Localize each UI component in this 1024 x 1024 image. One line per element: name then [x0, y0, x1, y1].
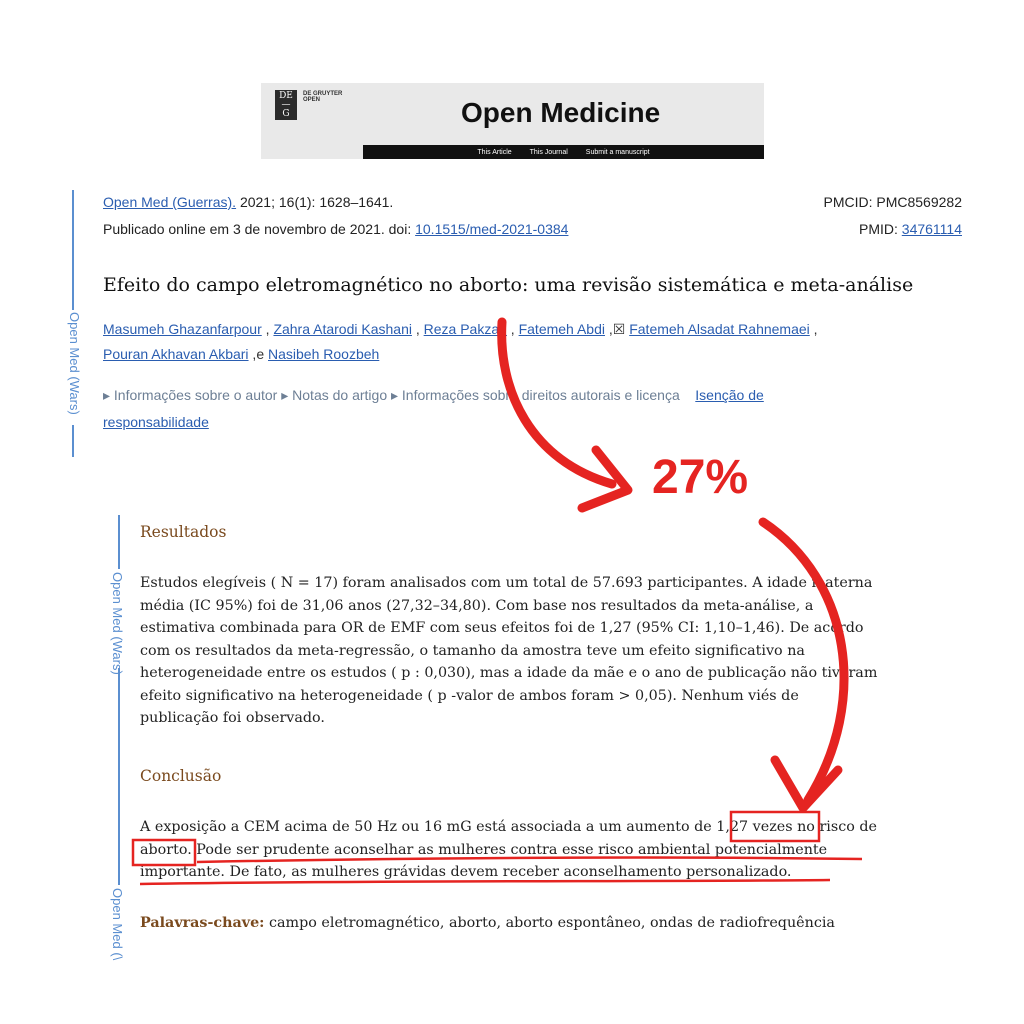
journal-title: Open Medicine: [461, 97, 661, 128]
author-sep: ,e: [248, 346, 269, 362]
disclaimer-link[interactable]: Isenção de: [695, 387, 764, 403]
author-link[interactable]: Reza Pakzad: [423, 321, 507, 337]
results-heading: Resultados: [140, 523, 227, 541]
conclusion-text: A exposição a CEM acima de 50 Hz ou 16 mG está associada a um aumento de: [140, 819, 717, 835]
pmcid: PMCID: PMC8569282: [823, 194, 962, 210]
nav-this-journal[interactable]: This Journal: [529, 148, 568, 156]
author-link[interactable]: Fatemeh Alsadat Rahnemaei: [629, 321, 810, 337]
author-link[interactable]: Masumeh Ghazanfarpour: [103, 321, 262, 337]
results-line: estimativa combinada para OR de EMF com seus efeitos foi de 1,27 (95% CI: 1,10–1,46). De acordo: [140, 620, 864, 636]
author-sep: ,: [261, 321, 274, 337]
sidebar-label-1[interactable]: Open Med (Wars): [67, 312, 82, 415]
conclusion-heading: Conclusão: [140, 767, 222, 785]
red-box-1-27-vezes: [731, 812, 819, 841]
red-underline-1: [197, 858, 862, 862]
published-text: Publicado online em 3 de novembro de 2021. doi:: [103, 221, 416, 237]
highlight-aborto: aborto.: [140, 841, 192, 858]
pmid-link[interactable]: 34761114: [901, 221, 962, 237]
results-line: heterogeneidade entre os estudos ( p : 0,030), mas a idade da mãe e o ano de publicação não tiveram: [140, 665, 878, 681]
doi-link[interactable]: 10.1515/med-2021-0384: [415, 221, 569, 237]
conclusion-text: importante. De fato, as mulheres grávidas devem receber aconselhamento personalizado.: [140, 864, 792, 880]
results-line: Estudos elegíveis ( N = 17) foram analisados com um total de 57.693 participantes. A idade materna: [140, 575, 873, 591]
author-sep: ,: [809, 321, 818, 337]
degruyter-logo: DE — G: [275, 90, 297, 120]
red-box-aborto: [133, 840, 195, 865]
nav-submit-manuscript[interactable]: Submit a manuscript: [585, 148, 650, 156]
author-link[interactable]: Zahra Atarodi Kashani: [273, 321, 412, 337]
article-notes-link[interactable]: Notas do artigo: [292, 387, 388, 403]
sidebar-label-3[interactable]: Open Med (\: [110, 888, 125, 961]
author-link[interactable]: Nasibeh Roozbeh: [268, 346, 380, 362]
copyright-info-link[interactable]: Informações sobre direitos autorais e licença: [401, 387, 680, 403]
triangle-icon: ▸: [281, 387, 293, 403]
nav-this-article[interactable]: This Article: [477, 148, 512, 156]
red-underline-2: [140, 880, 830, 884]
red-arrow-top: [502, 322, 612, 484]
journal-link[interactable]: Open Med (Guerras).: [103, 194, 237, 210]
disclaimer-link-part2[interactable]: responsabilidade: [103, 414, 209, 430]
sidebar-label-2[interactable]: Open Med (Wars): [110, 572, 125, 675]
author-link[interactable]: Fatemeh Abdi: [518, 321, 605, 337]
citation-details: 2021; 16(1): 1628–1641.: [236, 194, 394, 210]
keywords-label: Palavras-chave:: [140, 915, 265, 931]
triangle-icon: ▸: [103, 387, 114, 403]
author-info-link[interactable]: Informações sobre o autor: [113, 387, 278, 403]
brand-line1: DE GRUYTER: [303, 91, 343, 97]
annotation-percent: 27%: [652, 451, 749, 504]
highlight-1-27-vezes: 1,27 vezes: [716, 819, 793, 835]
results-line: com os resultados da meta-regressão, o tamanho da amostra teve um efeito significativo na: [140, 642, 805, 659]
article-title: Efeito do campo eletromagnético no aborto: uma revisão sistemática e meta-análise: [103, 274, 914, 296]
keywords-text: campo eletromagnético, aborto, aborto espontâneo, ondas de radiofrequência: [264, 915, 835, 931]
pmid-label: PMID:: [859, 221, 902, 237]
brand-line2: OPEN: [303, 97, 321, 103]
author-sep: ,☒: [604, 321, 630, 337]
results-line: efeito significativo na heterogeneidade ( p -valor de ambos foram > 0,05). Nenhum viés de: [140, 687, 799, 704]
conclusion-text: Pode ser prudente aconselhar as mulheres contra esse risco ambiental potencialmente: [191, 841, 828, 858]
author-link[interactable]: Pouran Akhavan Akbari: [103, 346, 249, 362]
conclusion-text: no risco de: [792, 819, 877, 835]
results-line: média (IC 95%) foi de 31,06 anos (27,32–34,80). Com base nos resultados da meta-análise, a: [140, 597, 814, 614]
author-sep: ,: [506, 321, 519, 337]
author-sep: ,: [411, 321, 424, 337]
results-line: publicação foi observado.: [140, 710, 325, 726]
triangle-icon: ▸: [391, 387, 402, 403]
